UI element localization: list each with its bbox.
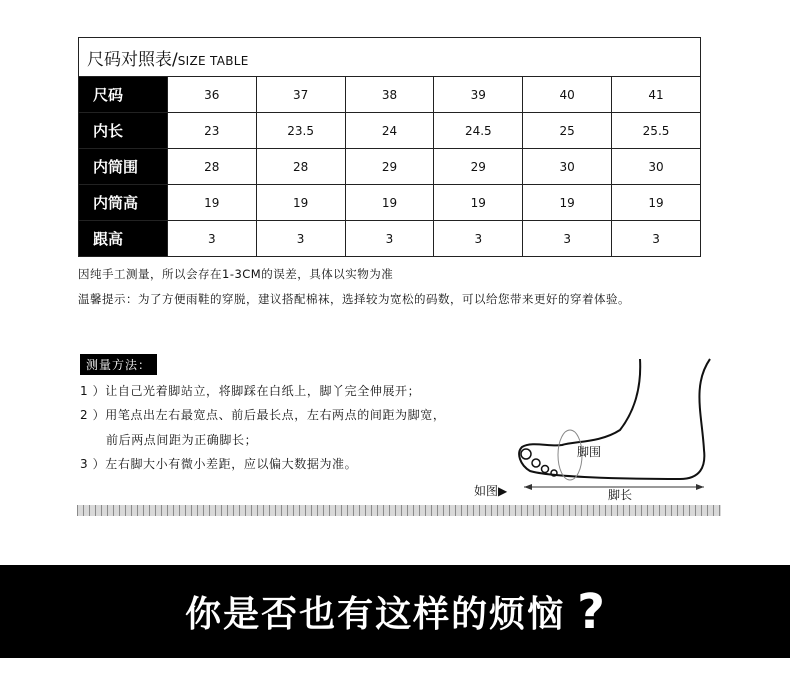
question-mark: ?	[577, 583, 605, 640]
method-step-1: 1 ）让自己光着脚站立，将脚踩在白纸上，脚丫完全伸展开；	[80, 384, 421, 398]
table-cell: 30	[612, 149, 701, 185]
table-cell: 23	[167, 113, 256, 149]
length-label: 脚长	[608, 488, 633, 502]
table-title-cn: 尺码对照表/	[87, 49, 178, 70]
table-cell: 28	[256, 149, 345, 185]
table-cell: 29	[345, 149, 434, 185]
table-cell: 23.5	[256, 113, 345, 149]
table-title-en: SIZE TABLE	[177, 53, 249, 68]
foot-outline	[519, 359, 710, 479]
table-cell: 3	[256, 221, 345, 257]
girth-label: 脚围	[577, 445, 602, 459]
toe-icon	[521, 449, 531, 459]
as-shown-label: 如图▶	[474, 484, 508, 498]
table-cell: 19	[345, 185, 434, 221]
table-cell: 19	[434, 185, 523, 221]
row-label: 内筒高	[79, 185, 168, 221]
method-step-3: 3 ）左右脚大小有微小差距，应以偏大数据为准。	[80, 457, 358, 471]
banner-text: 你是否也有这样的烦恼	[185, 594, 566, 635]
table-row	[79, 149, 701, 185]
table-cell: 3	[523, 221, 612, 257]
table-cell: 40	[523, 77, 612, 113]
table-cell: 30	[523, 149, 612, 185]
banner	[0, 565, 790, 658]
toe-icon	[532, 459, 540, 467]
arrow-left-icon	[524, 484, 532, 490]
arrow-right-icon	[696, 484, 704, 490]
table-row	[79, 77, 701, 113]
table-row	[79, 113, 701, 149]
method-step-2: 2 ）用笔点出左右最宽点、前后最长点，左右两点的间距为脚宽，	[80, 408, 446, 422]
table-cell: 25.5	[612, 113, 701, 149]
row-label: 跟高	[79, 221, 168, 257]
table-cell: 41	[612, 77, 701, 113]
table-cell: 36	[167, 77, 256, 113]
note-tip: 温馨提示：为了方便雨鞋的穿脱，建议搭配棉袜，选择较为宽松的码数，可以给您带来更好的穿着体验。	[78, 292, 630, 306]
row-label: 内长	[79, 113, 168, 149]
row-label: 尺码	[79, 77, 168, 113]
row-label: 内筒围	[79, 149, 168, 185]
table-title	[79, 38, 701, 77]
table-cell: 19	[167, 185, 256, 221]
method-tag: 测量方法：	[80, 354, 157, 375]
table-cell: 19	[256, 185, 345, 221]
table-cell: 25	[523, 113, 612, 149]
table-cell: 19	[612, 185, 701, 221]
ruler	[77, 505, 721, 516]
toe-icon	[542, 466, 549, 473]
table-cell: 29	[434, 149, 523, 185]
table-cell: 3	[345, 221, 434, 257]
table-cell: 38	[345, 77, 434, 113]
note-error: 因纯手工测量，所以会存在1-3CM的误差，具体以实物为准	[78, 267, 394, 281]
table-cell: 3	[167, 221, 256, 257]
table-cell: 3	[612, 221, 701, 257]
foot-diagram	[470, 355, 720, 505]
size-table	[78, 37, 701, 257]
table-cell: 3	[434, 221, 523, 257]
table-cell: 37	[256, 77, 345, 113]
table-cell: 19	[523, 185, 612, 221]
table-row	[79, 221, 701, 257]
table-cell: 28	[167, 149, 256, 185]
table-row	[79, 185, 701, 221]
table-cell: 24.5	[434, 113, 523, 149]
method-step-2b: 前后两点间距为正确脚长；	[106, 433, 258, 447]
table-cell: 24	[345, 113, 434, 149]
table-cell: 39	[434, 77, 523, 113]
table-title-row	[79, 38, 701, 77]
